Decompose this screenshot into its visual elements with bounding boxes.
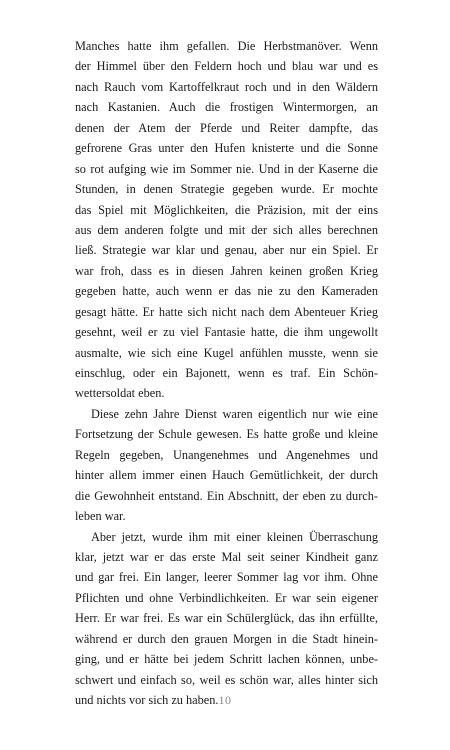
text-line: und nichts vor sich zu haben. (75, 693, 219, 707)
text-line: ausmalte, wie sich eine Kugel anfühlen musste, wenn sie (75, 345, 378, 360)
text-line: ging, und er hätte bei jedem Schritt lachen können, unbe- (75, 652, 378, 667)
text-line: Herr. Er war frei. Es war ein Schülerglück, das ihn erfüllte, (75, 611, 378, 626)
text-line: hinter allem immer einen Hauch Gemütlichkeit, der durch (75, 468, 378, 483)
text-line: die Gewohnheit entstand. Ein Abschnitt, der eben zu durch- (75, 488, 378, 503)
text-line: nach Kastanien. Auch die frostigen Wintermorgen, an (75, 100, 378, 115)
text-line: einschlug, oder ein Bajonett, wenn es traf. Ein Schön- (75, 366, 378, 380)
text-line: ließ. Strategie war klar und genau, aber nur ein Spiel. Er (75, 243, 378, 258)
text-line: das Spiel mit Möglichkeiten, die Präzision, mit der eins (75, 202, 378, 217)
page-number: 10 (218, 693, 232, 707)
text-line: Aber jetzt, wurde ihm mit einer kleinen Überraschung (91, 529, 378, 544)
text-line: denen der Atem der Pferde und Reiter dampfte, das (75, 120, 378, 135)
text-line: während er durch den grauen Morgen in die Stadt hinein- (75, 631, 378, 646)
text-line: Diese zehn Jahre Dienst waren eigentlich nur wie eine (91, 406, 378, 421)
text-line: leben war. (75, 509, 126, 524)
text-line: schwert und einfach so, weil es schön war, alles hinter sich (75, 672, 378, 687)
text-line: gesehnt, weil er zu viel Fantasie hatte, die ihm ungewollt (75, 325, 378, 340)
text-line: so rot aufging wie im Sommer nie. Und in der Kaserne die (75, 161, 378, 176)
book-page-text (75, 36, 378, 710)
text-line: war froh, dass es in diesen Jahren keinen großen Krieg (75, 263, 378, 278)
text-line: gesagt hätte. Er hatte sich nicht nach dem Abenteuer Krieg (75, 304, 378, 319)
text-line: der Himmel über den Feldern hoch und blau war und es (75, 59, 378, 74)
text-line: aus dem anderen folgte und mit der sich alles berechnen (75, 222, 378, 237)
text-line: wettersoldat eben. (75, 386, 165, 401)
paragraph (75, 404, 378, 527)
paragraph (75, 527, 378, 711)
text-line: Pflichten und ohne Verbindlichkeiten. Er war sein eigener (75, 590, 378, 605)
text-line: Manches hatte ihm gefallen. Die Herbstmanöver. Wenn (75, 39, 378, 53)
text-line: Stunden, in denen Strategie gegeben wurde. Er mochte (75, 182, 378, 197)
text-line: gegeben hatte, auch wenn er das nie zu den Kameraden (75, 284, 378, 299)
text-line: klar, jetzt war er das erste Mal seit seiner Kindheit ganz (75, 549, 378, 564)
paragraph (75, 36, 378, 404)
text-line: nach Rauch vom Kartoffelkraut roch und in den Wäldern (75, 79, 378, 94)
text-line: und gar frei. Ein langer, leerer Sommer lag vor ihm. Ohne (75, 570, 378, 585)
text-line: Fortsetzung der Schule gewesen. Es hatte große und kleine (75, 427, 378, 442)
text-line: gefrorene Gras unter den Hufen knisterte und die Sonne (75, 141, 378, 156)
text-line: Regeln gegeben, Unangenehmes und Angenehmes und (75, 447, 378, 462)
